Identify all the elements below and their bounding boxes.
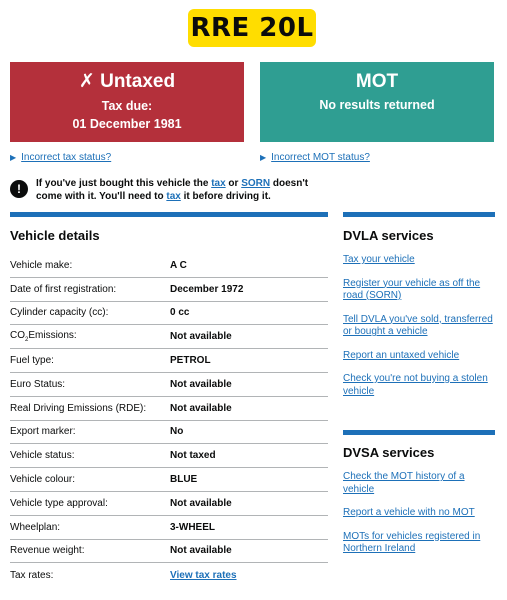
warning-text-part: or: [225, 178, 242, 189]
row-label: Cylinder capacity (cc):: [10, 307, 109, 319]
table-row: [10, 278, 328, 302]
row-label: Vehicle colour:: [10, 474, 76, 486]
sorn-link[interactable]: SORN: [241, 178, 271, 189]
dvla-services-list: [343, 254, 495, 409]
table-row: [10, 540, 328, 564]
row-label-part: Emissions:: [28, 330, 77, 342]
row-label: Real Driving Emissions (RDE):: [10, 402, 147, 414]
mot-status-text: No results returned: [319, 98, 435, 112]
row-value: Not available: [170, 545, 232, 557]
section-divider: [10, 212, 328, 217]
tax-status-label: Untaxed: [100, 71, 176, 92]
row-label: Vehicle status:: [10, 450, 75, 462]
row-value: December 1972: [170, 283, 244, 295]
table-row: [10, 325, 328, 349]
incorrect-mot-link-text: Incorrect MOT status?: [271, 152, 370, 163]
table-row: [10, 492, 328, 516]
section-divider: [343, 212, 495, 217]
row-value: 3-WHEEL: [170, 521, 215, 533]
table-row: [10, 516, 328, 540]
row-label: Wheelplan:: [10, 521, 61, 533]
row-value: BLUE: [170, 474, 198, 486]
table-row: [10, 254, 328, 278]
warning-text-part: If you've just bought this vehicle the: [36, 178, 212, 189]
tax-due-date: 01 December 1981: [72, 117, 182, 131]
section-divider: [343, 430, 495, 435]
tell-dvla-sold-link[interactable]: Tell DVLA you've sold, transferred or bought a vehicle: [343, 313, 493, 337]
row-value: Not available: [170, 378, 232, 390]
tax-link-2[interactable]: tax: [166, 191, 181, 202]
table-row: [10, 349, 328, 373]
row-value: A C: [170, 259, 187, 271]
warning-notice: [10, 177, 340, 203]
row-label-subscript: 2: [25, 337, 29, 344]
dvsa-services-list: [343, 471, 495, 567]
mot-status-panel: [260, 62, 494, 142]
row-label-part: CO: [10, 330, 25, 342]
row-label: Euro Status:: [10, 378, 66, 390]
row-value: Not taxed: [170, 450, 216, 462]
table-row: [10, 397, 328, 421]
incorrect-tax-link[interactable]: [10, 152, 111, 163]
disclosure-triangle-icon: ▶: [10, 153, 17, 162]
incorrect-mot-link[interactable]: [260, 152, 370, 163]
row-value: PETROL: [170, 355, 211, 367]
row-value: Not available: [170, 331, 232, 343]
table-row: [10, 373, 328, 397]
tax-status-panel: [10, 62, 244, 142]
row-value: Not available: [170, 402, 232, 414]
dvsa-services-title: DVSA services: [343, 445, 435, 460]
row-label: Revenue weight:: [10, 545, 85, 557]
mot-status-title: MOT: [355, 71, 399, 92]
disclosure-triangle-icon: ▶: [260, 153, 267, 162]
tax-your-vehicle-link[interactable]: Tax your vehicle: [343, 254, 415, 265]
table-row: [10, 302, 328, 326]
table-row: [10, 563, 328, 587]
tax-status-title: [10, 71, 244, 93]
row-label: [10, 330, 170, 343]
view-tax-rates-link[interactable]: View tax rates: [170, 569, 237, 581]
warning-text: [36, 177, 326, 203]
table-row: [10, 468, 328, 492]
check-mot-history-link[interactable]: Check the MOT history of a vehicle: [343, 471, 465, 495]
warning-text-part: it before driving it.: [180, 191, 271, 202]
table-row: [10, 444, 328, 468]
dvla-services-title: DVLA services: [343, 228, 434, 243]
row-value: 0 cc: [170, 307, 190, 319]
incorrect-tax-link-text: Incorrect tax status?: [21, 152, 112, 163]
check-stolen-link[interactable]: Check you're not buying a stolen vehicle: [343, 373, 488, 397]
tax-link[interactable]: tax: [211, 178, 226, 189]
row-label: Fuel type:: [10, 355, 54, 367]
vehicle-details-table: [10, 254, 328, 587]
row-label: Date of first registration:: [10, 283, 117, 295]
report-untaxed-link[interactable]: Report an untaxed vehicle: [343, 349, 460, 361]
vehicle-details-title: Vehicle details: [10, 228, 100, 243]
row-label: Tax rates:: [10, 569, 54, 581]
row-label: Vehicle type approval:: [10, 497, 108, 509]
mots-northern-ireland-link[interactable]: MOTs for vehicles registered in Northern Ireland: [343, 530, 481, 554]
tax-due-label: Tax due:: [101, 99, 153, 113]
number-plate: RRE 20L: [188, 9, 316, 47]
warning-icon: !: [10, 180, 28, 198]
cross-icon: ✗: [78, 71, 95, 92]
warning-text-part: doesn't come with it. You'll need to: [36, 178, 309, 202]
row-value: No: [170, 426, 184, 438]
table-row: [10, 421, 328, 445]
row-label: Export marker:: [10, 426, 76, 438]
row-label: Vehicle make:: [10, 259, 73, 271]
register-sorn-link[interactable]: Register your vehicle as off the road (SORN): [343, 277, 481, 301]
report-no-mot-link[interactable]: Report a vehicle with no MOT: [343, 507, 475, 518]
row-value: Not available: [170, 497, 232, 509]
